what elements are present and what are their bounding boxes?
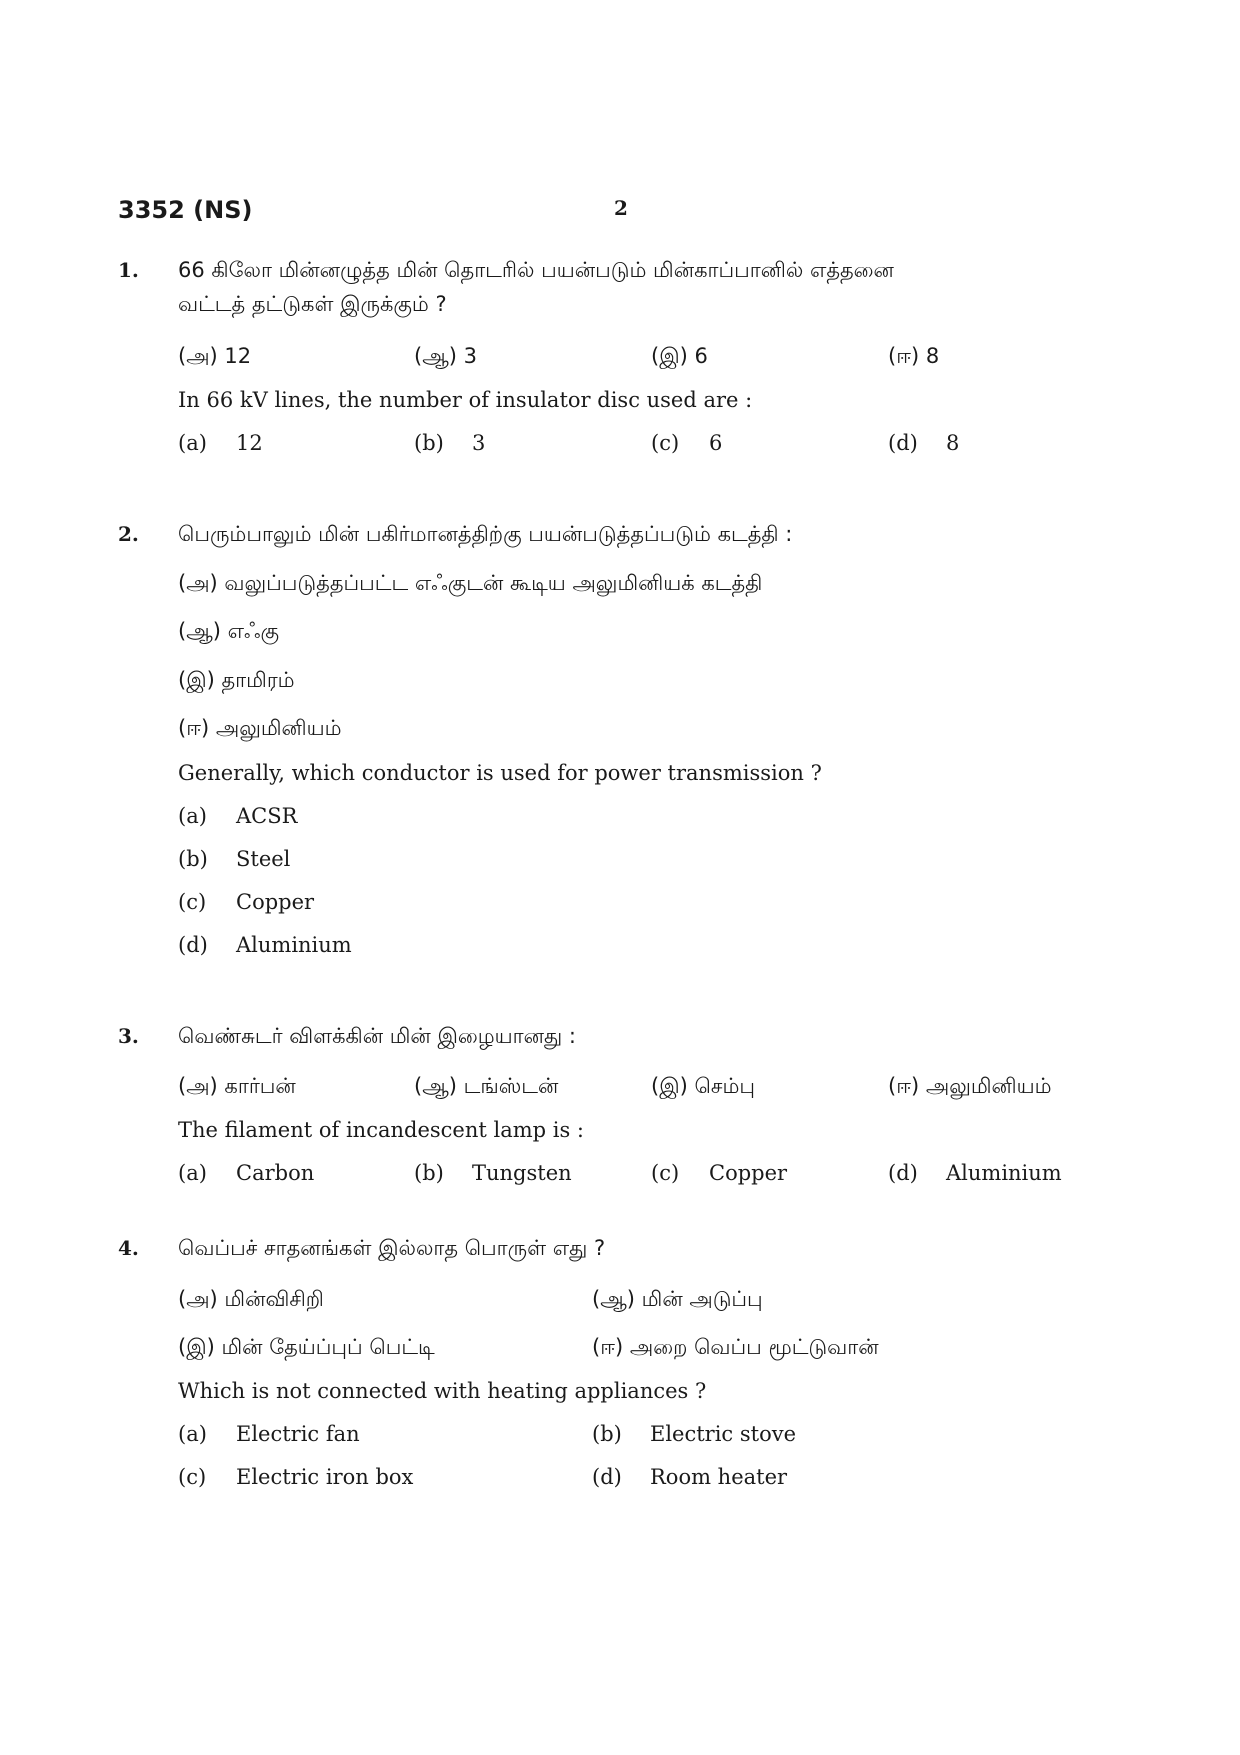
option-text: அறை வெப்ப மூட்டுவான் [629, 1335, 879, 1359]
option-label: (ஈ) [178, 716, 210, 740]
question-1-tamil-line2: வட்டத் தட்டுகள் இருக்கும் ? [178, 292, 447, 316]
q3-english-option-d [888, 1161, 1062, 1185]
option-text: Carbon [236, 1161, 315, 1185]
option-label: (a) [178, 431, 207, 455]
q4-english-option-b [592, 1422, 796, 1446]
question-2-english: Generally, which conductor is used for power transmission ? [178, 761, 822, 785]
option-label: (ஆ) [414, 344, 457, 368]
q2-tamil-option-a [178, 571, 762, 598]
q4-tamil-option-a [178, 1287, 324, 1314]
question-1-tamil-line1: 66 கிலோ மின்னழுத்த மின் தொடரில் பயன்படும் மின்காப்பானில் எத்தனை [178, 258, 894, 282]
q2-english-option-d [178, 933, 352, 957]
paper-code: 3352 (NS) [118, 196, 253, 224]
question-1-english: In 66 kV lines, the number of insulator disc used are : [178, 388, 753, 412]
option-label: (c) [651, 431, 680, 455]
option-label: (அ) [178, 571, 218, 595]
option-label: (ஆ) [414, 1074, 457, 1098]
option-text: செம்பு [694, 1074, 755, 1098]
option-text: எஃகு [227, 619, 280, 643]
q2-tamil-option-d [178, 716, 342, 743]
q3-tamil-option-a [178, 1074, 296, 1101]
option-label: (ஆ) [592, 1287, 635, 1311]
option-label: (a) [178, 1161, 207, 1185]
q1-english-option-a [178, 431, 263, 455]
option-label: (d) [592, 1465, 622, 1489]
q1-tamil-option-c [651, 344, 708, 371]
option-text: Electric fan [236, 1422, 360, 1446]
q2-english-option-a [178, 804, 297, 828]
option-label: (d) [888, 431, 918, 455]
option-label: (a) [178, 1422, 207, 1446]
option-text: 12 [224, 344, 252, 368]
option-label: (a) [178, 804, 207, 828]
option-label: (அ) [178, 344, 218, 368]
option-text: Electric iron box [236, 1465, 414, 1489]
option-label: (b) [414, 1161, 444, 1185]
q4-english-option-d [592, 1465, 787, 1489]
q2-tamil-option-b [178, 619, 279, 646]
option-text: Steel [236, 847, 291, 871]
option-label: (இ) [178, 668, 215, 692]
q2-english-option-b [178, 847, 290, 871]
option-label: (c) [178, 890, 207, 914]
question-4-tamil: வெப்பச் சாதனங்கள் இல்லாத பொருள் எது ? [178, 1236, 606, 1260]
option-label: (ஈ) [592, 1335, 624, 1359]
option-text: Tungsten [472, 1161, 572, 1185]
option-text: 12 [236, 431, 263, 455]
q4-tamil-option-c [178, 1335, 435, 1362]
option-label: (இ) [651, 1074, 688, 1098]
question-2-number: 2. [118, 522, 139, 546]
option-text: Aluminium [946, 1161, 1062, 1185]
option-label: (b) [414, 431, 444, 455]
option-text: 3 [472, 431, 486, 455]
option-text: டங்ஸ்டன் [463, 1074, 559, 1098]
option-text: Copper [709, 1161, 788, 1185]
option-text: அலுமினியம் [925, 1074, 1052, 1098]
question-4-english: Which is not connected with heating appliances ? [178, 1379, 707, 1403]
option-label: (b) [592, 1422, 622, 1446]
option-text: 3 [463, 344, 478, 368]
q3-tamil-option-c [651, 1074, 755, 1101]
q3-english-option-c [651, 1161, 787, 1185]
option-text: Room heater [650, 1465, 788, 1489]
q3-english-option-b [414, 1161, 572, 1185]
option-label: (c) [651, 1161, 680, 1185]
q3-tamil-option-d [888, 1074, 1052, 1101]
option-label: (b) [178, 847, 208, 871]
option-label: (d) [178, 933, 208, 957]
option-text: 6 [694, 344, 708, 368]
option-text: Electric stove [650, 1422, 797, 1446]
page-number: 2 [614, 196, 628, 220]
option-label: (இ) [178, 1335, 215, 1359]
question-4-number: 4. [118, 1236, 139, 1260]
option-text: தாமிரம் [221, 668, 295, 692]
option-label: (d) [888, 1161, 918, 1185]
q1-english-option-d [888, 431, 959, 455]
option-label: (ஆ) [178, 619, 221, 643]
option-label: (அ) [178, 1287, 218, 1311]
q4-tamil-option-d [592, 1335, 879, 1362]
option-text: 6 [709, 431, 723, 455]
q4-english-option-c [178, 1465, 413, 1489]
q4-english-option-a [178, 1422, 360, 1446]
option-label: (அ) [178, 1074, 218, 1098]
option-text: வலுப்படுத்தப்பட்ட எஃகுடன் கூடிய அலுமினியக் கடத்தி [224, 571, 763, 595]
question-3-number: 3. [118, 1024, 139, 1048]
option-text: மின் அடுப்பு [641, 1287, 763, 1311]
q2-english-option-c [178, 890, 314, 914]
q1-english-option-b [414, 431, 485, 455]
option-text: Aluminium [236, 933, 352, 957]
q4-tamil-option-b [592, 1287, 763, 1314]
question-1-number: 1. [118, 258, 139, 282]
q1-tamil-option-b [414, 344, 477, 371]
option-label: (ஈ) [888, 1074, 920, 1098]
q1-english-option-c [651, 431, 722, 455]
q2-tamil-option-c [178, 668, 295, 695]
option-text: 8 [925, 344, 940, 368]
option-text: மின் தேய்ப்புப் பெட்டி [221, 1335, 435, 1359]
option-label: (c) [178, 1465, 207, 1489]
option-text: 8 [946, 431, 960, 455]
option-text: Copper [236, 890, 315, 914]
option-text: ACSR [236, 804, 298, 828]
option-label: (இ) [651, 344, 688, 368]
option-label: (ஈ) [888, 344, 920, 368]
option-text: கார்பன் [224, 1074, 296, 1098]
option-text: மின்விசிறி [224, 1287, 324, 1311]
question-3-tamil: வெண்சுடர் விளக்கின் மின் இழையானது : [178, 1024, 576, 1048]
question-3-english: The filament of incandescent lamp is : [178, 1118, 584, 1142]
option-text: அலுமினியம் [215, 716, 342, 740]
q3-english-option-a [178, 1161, 314, 1185]
question-2-tamil: பெரும்பாலும் மின் பகிர்மானத்திற்கு பயன்படுத்தப்படும் கடத்தி : [178, 522, 793, 546]
q1-tamil-option-d [888, 344, 939, 371]
q1-tamil-option-a [178, 344, 251, 371]
q3-tamil-option-b [414, 1074, 558, 1101]
